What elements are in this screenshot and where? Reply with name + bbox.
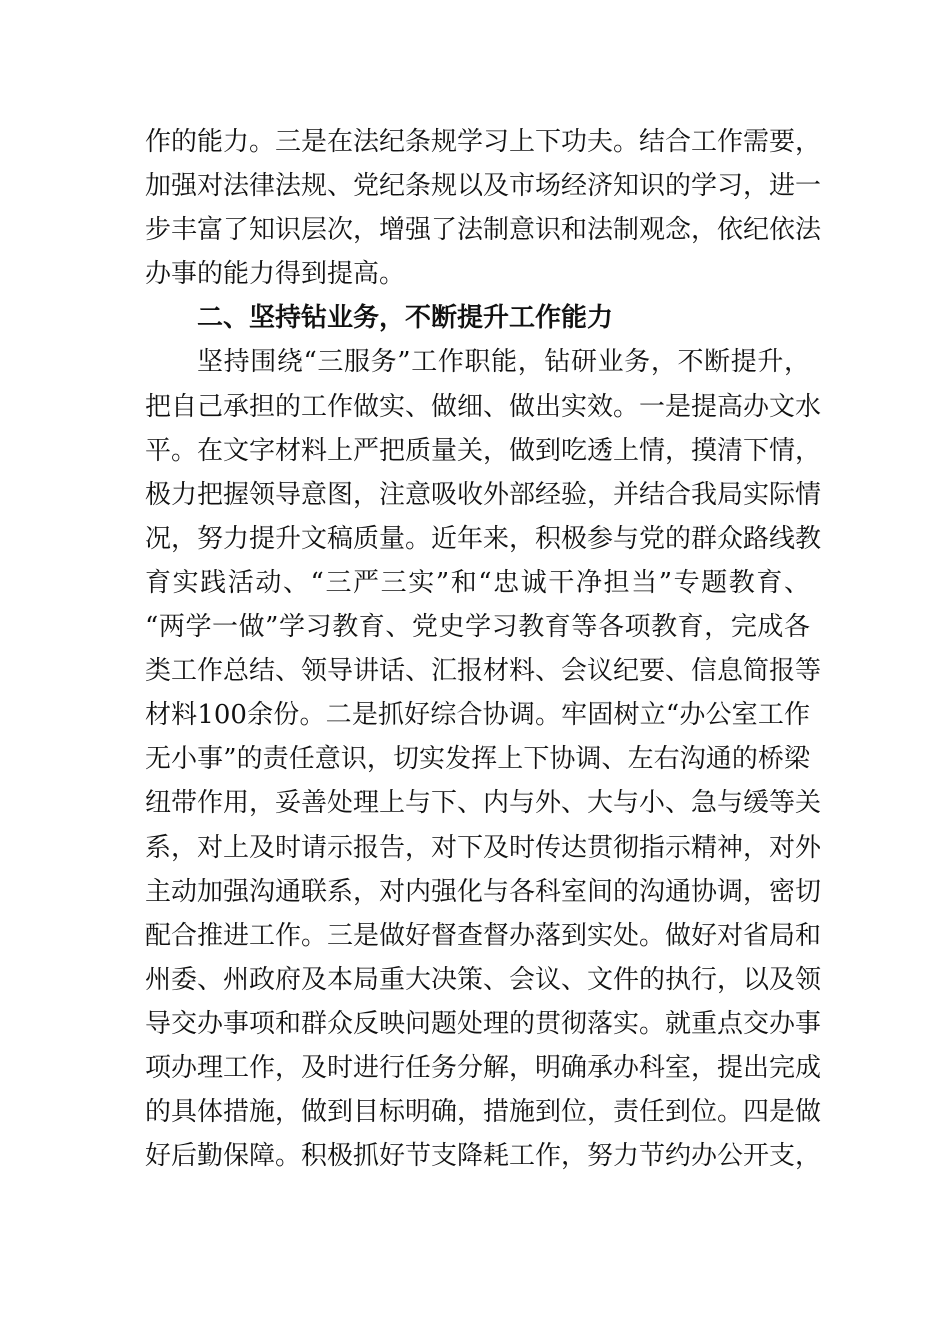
text-line: 办事的能力得到提高。 bbox=[145, 259, 406, 290]
text-line: 平。在文字材料上严把质量关，做到吃透上情，摸清下情， bbox=[145, 435, 822, 466]
text-line: 项办理工作，及时进行任务分解，明确承办科室，提出完成 bbox=[145, 1052, 822, 1083]
text-line: 无小事”的责任意识，切实发挥上下协调、左右沟通的桥梁 bbox=[145, 744, 810, 775]
text-line: 的具体措施，做到目标明确，措施到位，责任到位。四是做 bbox=[145, 1097, 822, 1128]
text-line: 材料100余份。二是抓好综合协调。牢固树立“办公室工作 bbox=[145, 700, 810, 731]
text-line: 系，对上及时请示报告，对下及时传达贯彻指示精神，对外 bbox=[145, 832, 822, 863]
text-line: 况，努力提升文稿质量。近年来，积极参与党的群众路线教 bbox=[145, 523, 822, 554]
text-line: 纽带作用，妥善处理上与下、内与外、大与小、急与缓等关 bbox=[145, 788, 822, 819]
text-line: 主动加强沟通联系，对内强化与各科室间的沟通协调，密切 bbox=[145, 876, 822, 907]
text-line: 加强对法律法规、党纪条规以及市场经济知识的学习，进一 bbox=[145, 171, 822, 202]
text-line: 导交办事项和群众反映问题处理的贯彻落实。就重点交办事 bbox=[145, 1008, 822, 1039]
text-line: 把自己承担的工作做实、做细、做出实效。一是提高办文水 bbox=[145, 391, 822, 422]
text-line: 好后勤保障。积极抓好节支降耗工作，努力节约办公开支， bbox=[145, 1141, 822, 1172]
text-line: 配合推进工作。三是做好督查督办落到实处。做好对省局和 bbox=[145, 920, 822, 951]
text-line: “两学一做”学习教育、党史学习教育等各项教育，完成各 bbox=[145, 612, 810, 643]
body-text bbox=[145, 120, 822, 1178]
text-line: 类工作总结、领导讲话、汇报材料、会议纪要、信息简报等 bbox=[145, 656, 822, 687]
text-line: 作的能力。三是在法纪条规学习上下功夫。结合工作需要， bbox=[145, 127, 822, 157]
text-line: 步丰富了知识层次，增强了法制意识和法制观念，依纪依法 bbox=[145, 215, 822, 246]
section-heading: 二、坚持钻业务，不断提升工作能力 bbox=[197, 303, 614, 334]
text-line: 极力把握领导意图，注意吸收外部经验，并结合我局实际情 bbox=[145, 479, 822, 510]
text-line: 育实践活动、“三严三实”和“忠诚干净担当”专题教育、 bbox=[145, 567, 810, 598]
text-line: 坚持围绕“三服务”工作职能，钻研业务，不断提升， bbox=[197, 347, 810, 378]
text-line: 州委、州政府及本局重大决策、会议、文件的执行，以及领 bbox=[145, 964, 822, 995]
